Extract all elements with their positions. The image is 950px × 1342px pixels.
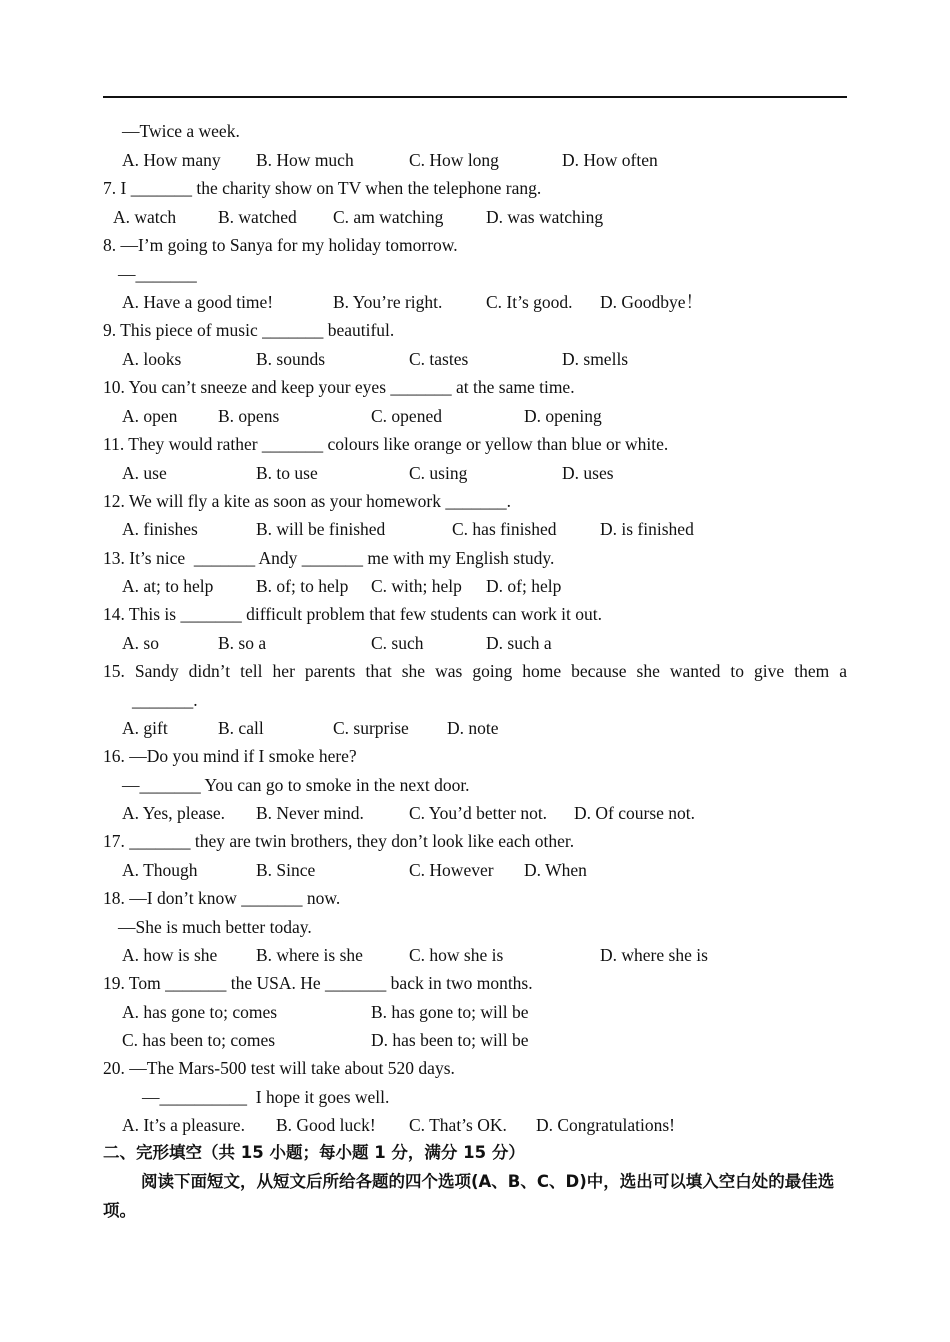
q11-option-c: C. using [409, 463, 468, 483]
q17-option-d: D. When [524, 860, 587, 880]
q18-option-c: C. how she is [409, 945, 504, 965]
q7-option-b: B. watched [218, 207, 297, 227]
q14-option-a: A. so [122, 633, 159, 653]
q16-option-b: B. Never mind. [256, 803, 364, 823]
q8-stem: 8. —I’m going to Sanya for my holiday tomorrow. [103, 235, 458, 255]
q10-option-b: B. opens [218, 406, 280, 426]
q19-option-c: C. has been to; comes [122, 1030, 276, 1050]
q12-option-c: C. has finished [452, 519, 557, 539]
q11-option-a: A. use [122, 463, 167, 483]
q15-option-a: A. gift [122, 718, 168, 738]
q20-reply: —__________ I hope it goes well. [142, 1087, 390, 1107]
q15-option-b: B. call [218, 718, 264, 738]
q8-option-c: C. It’s good. [486, 292, 573, 312]
q13-stem: 13. It’s nice _______ Andy _______ me with my English study. [103, 548, 555, 568]
q12-option-a: A. finishes [122, 519, 198, 539]
q20-option-d: D. Congratulations! [536, 1115, 676, 1135]
q18-stem: 18. —I don’t know _______ now. [103, 888, 341, 908]
q19-option-d: D. has been to; will be [371, 1030, 529, 1050]
q20-stem: 20. —The Mars-500 test will take about 520 days. [103, 1058, 455, 1078]
q15-option-c: C. surprise [333, 718, 409, 738]
q8-reply: —_______ [118, 264, 197, 284]
q16-option-a: A. Yes, please. [122, 803, 226, 823]
q12-stem: 12. We will fly a kite as soon as your homework _______. [103, 491, 512, 511]
q8-option-a: A. Have a good time! [122, 292, 274, 312]
section2-heading: 二、完形填空（共 15 小题；每小题 1 分，满分 15 分） [103, 1143, 525, 1162]
q10-option-d: D. opening [524, 406, 602, 426]
q9-stem: 9. This piece of music _______ beautiful. [103, 320, 395, 340]
section2-instruction: 阅读下面短文，从短文后所给各题的四个选项(A、B、C、D)中，选出可以填入空白处的最佳选项。 [103, 1172, 835, 1220]
q10-stem: 10. You can’t sneeze and keep your eyes _______ at the same time. [103, 377, 575, 397]
q15-stem-continued: _______. [132, 690, 198, 710]
q17-stem: 17. _______ they are twin brothers, they don’t look like each other. [103, 831, 575, 851]
q19-option-a: A. has gone to; comes [122, 1002, 278, 1022]
q9-option-c: C. tastes [409, 349, 469, 369]
q10-option-c: C. opened [371, 406, 442, 426]
q9-option-b: B. sounds [256, 349, 326, 369]
q14-option-b: B. so a [218, 633, 267, 653]
q7-stem: 7. I _______ the charity show on TV when the telephone rang. [103, 178, 542, 198]
q20-option-b: B. Good luck! [276, 1115, 376, 1135]
q14-stem: 14. This is _______ difficult problem that few students can work it out. [103, 604, 603, 624]
q13-option-a: A. at; to help [122, 576, 214, 596]
q6-option-b: B. How much [256, 150, 354, 170]
q16-option-d: D. Of course not. [574, 803, 696, 823]
q6-answer: —Twice a week. [122, 121, 240, 141]
q13-option-c: C. with; help [371, 576, 462, 596]
q18-option-b: B. where is she [256, 945, 363, 965]
q20-option-c: C. That’s OK. [409, 1115, 507, 1135]
q6-option-a: A. How many [122, 150, 221, 170]
q18-option-a: A. how is she [122, 945, 218, 965]
q13-option-d: D. of; help [486, 576, 562, 596]
q15-option-d: D. note [447, 718, 499, 738]
q16-option-c: C. You’d better not. [409, 803, 548, 823]
q15-stem: 15. Sandy didn’t tell her parents that she was going home because she wanted to give them a [103, 661, 847, 681]
q8-option-d: D. Goodbye！ [600, 292, 704, 312]
q16-reply: —_______ You can go to smoke in the next door. [122, 775, 470, 795]
q6-option-c: C. How long [409, 150, 499, 170]
q9-option-d: D. smells [562, 349, 629, 369]
q13-option-b: B. of; to help [256, 576, 349, 596]
q19-option-b: B. has gone to; will be [371, 1002, 529, 1022]
q17-option-c: C. However [409, 860, 494, 880]
q8-option-b: B. You’re right. [333, 292, 443, 312]
q7-option-d: D. was watching [486, 207, 604, 227]
q11-stem: 11. They would rather _______ colours like orange or yellow than blue or white. [103, 434, 669, 454]
q18-reply: —She is much better today. [118, 917, 312, 937]
q18-option-d: D. where she is [600, 945, 708, 965]
q10-option-a: A. open [122, 406, 178, 426]
q20-option-a: A. It’s a pleasure. [122, 1115, 245, 1135]
q7-option-a: A. watch [113, 207, 177, 227]
q9-option-a: A. looks [122, 349, 182, 369]
q17-option-b: B. Since [256, 860, 316, 880]
header-rule [103, 96, 847, 98]
q17-option-a: A. Though [122, 860, 198, 880]
q12-option-d: D. is finished [600, 519, 694, 539]
q11-option-b: B. to use [256, 463, 318, 483]
q14-option-c: C. such [371, 633, 424, 653]
q14-option-d: D. such a [486, 633, 552, 653]
q16-stem: 16. —Do you mind if I smoke here? [103, 746, 357, 766]
q12-option-b: B. will be finished [256, 519, 386, 539]
q19-stem: 19. Tom _______ the USA. He _______ back in two months. [103, 973, 533, 993]
q7-option-c: C. am watching [333, 207, 444, 227]
q11-option-d: D. uses [562, 463, 614, 483]
q6-option-d: D. How often [562, 150, 658, 170]
